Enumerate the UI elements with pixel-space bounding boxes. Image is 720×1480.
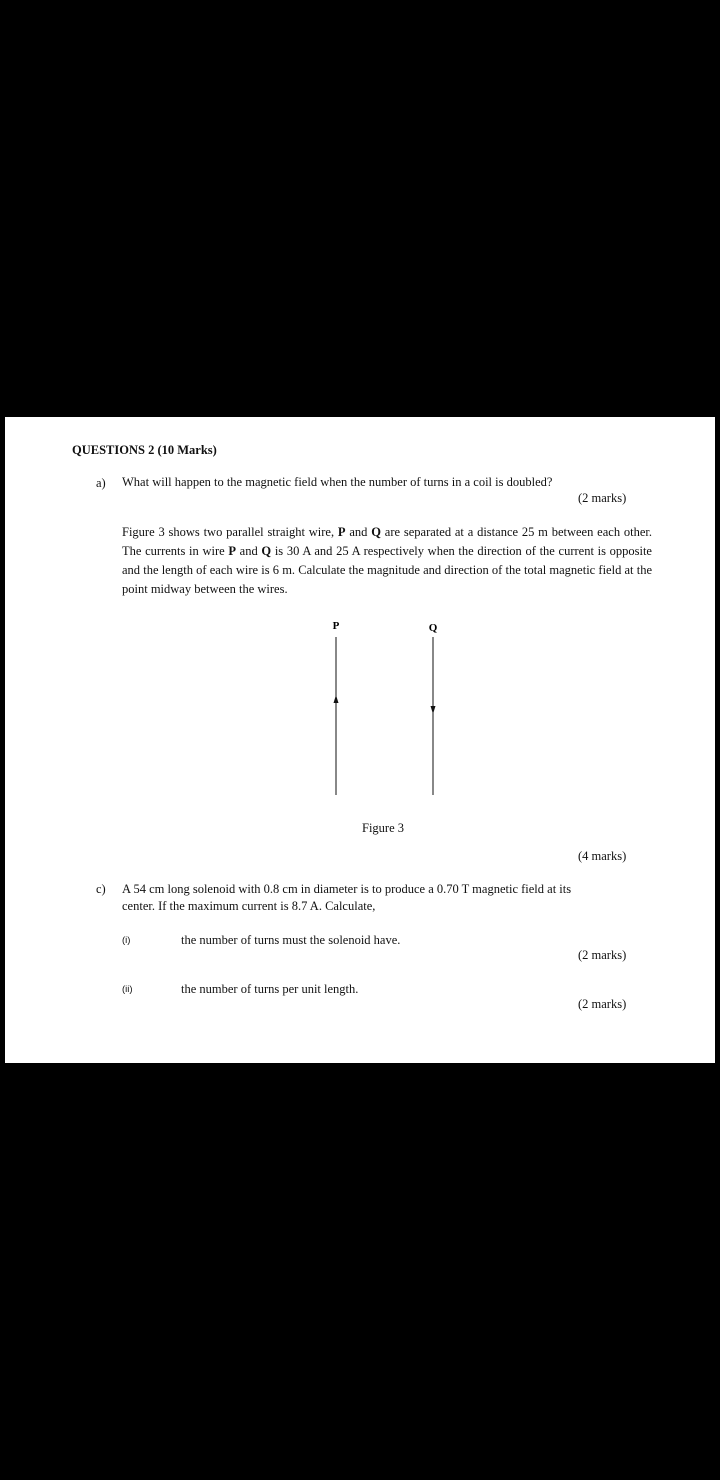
wire-q-label: Q — [428, 622, 438, 634]
figure-caption: Figure 3 — [362, 821, 405, 835]
part-b-marks: (4 marks) — [578, 849, 627, 863]
para-wire-q-2: Q — [261, 544, 272, 558]
exam-page — [5, 417, 715, 1063]
part-c-i-label: (i) — [122, 935, 131, 946]
part-c-line-2: center. If the maximum current is 8.7 A. Calculate, — [122, 899, 376, 913]
part-c-line-1: A 54 cm long solenoid with 0.8 cm in diameter is to produce a 0.70 T magnetic field at its — [122, 882, 572, 896]
para-text-5: is 30 A and 25 A respectively when the direction of the current is opposite and the length of each wire is 6 m. Calculate the magnitude and direction of the total magnetic field at the point midway between the wires. — [122, 544, 652, 596]
part-c-ii-marks: (2 marks) — [578, 997, 627, 1011]
para-text-4: and — [236, 544, 262, 558]
part-a-question: What will happen to the magnetic field when the number of turns in a coil is doubled? — [122, 475, 553, 489]
question-title: QUESTIONS 2 (10 Marks) — [72, 443, 217, 457]
part-c-ii-label: (ii) — [122, 984, 133, 995]
para-wire-p-2: P — [228, 544, 236, 558]
part-c-i-text: the number of turns must the solenoid have. — [181, 933, 401, 947]
part-a-label: a) — [96, 476, 106, 490]
part-c-ii-text: the number of turns per unit length. — [181, 982, 359, 996]
wire-p-current-arrow-up-icon — [334, 695, 339, 703]
part-a-marks: (2 marks) — [578, 491, 627, 505]
para-wire-q: Q — [371, 525, 381, 539]
wire-q-current-arrow-down-icon — [431, 706, 436, 714]
part-c-label: c) — [96, 882, 106, 896]
para-text-1: Figure 3 shows two parallel straight wire, — [122, 525, 338, 539]
para-text-3: are separated at a distance 25 m between each other. The currents in wire — [122, 525, 652, 558]
figure-3-parallel-wires — [305, 615, 465, 805]
part-c-i-marks: (2 marks) — [578, 948, 627, 962]
part-b-paragraph — [122, 523, 652, 599]
wire-p-label: P — [332, 620, 340, 632]
para-wire-p: P — [337, 525, 346, 539]
para-text-2: and — [345, 525, 372, 539]
